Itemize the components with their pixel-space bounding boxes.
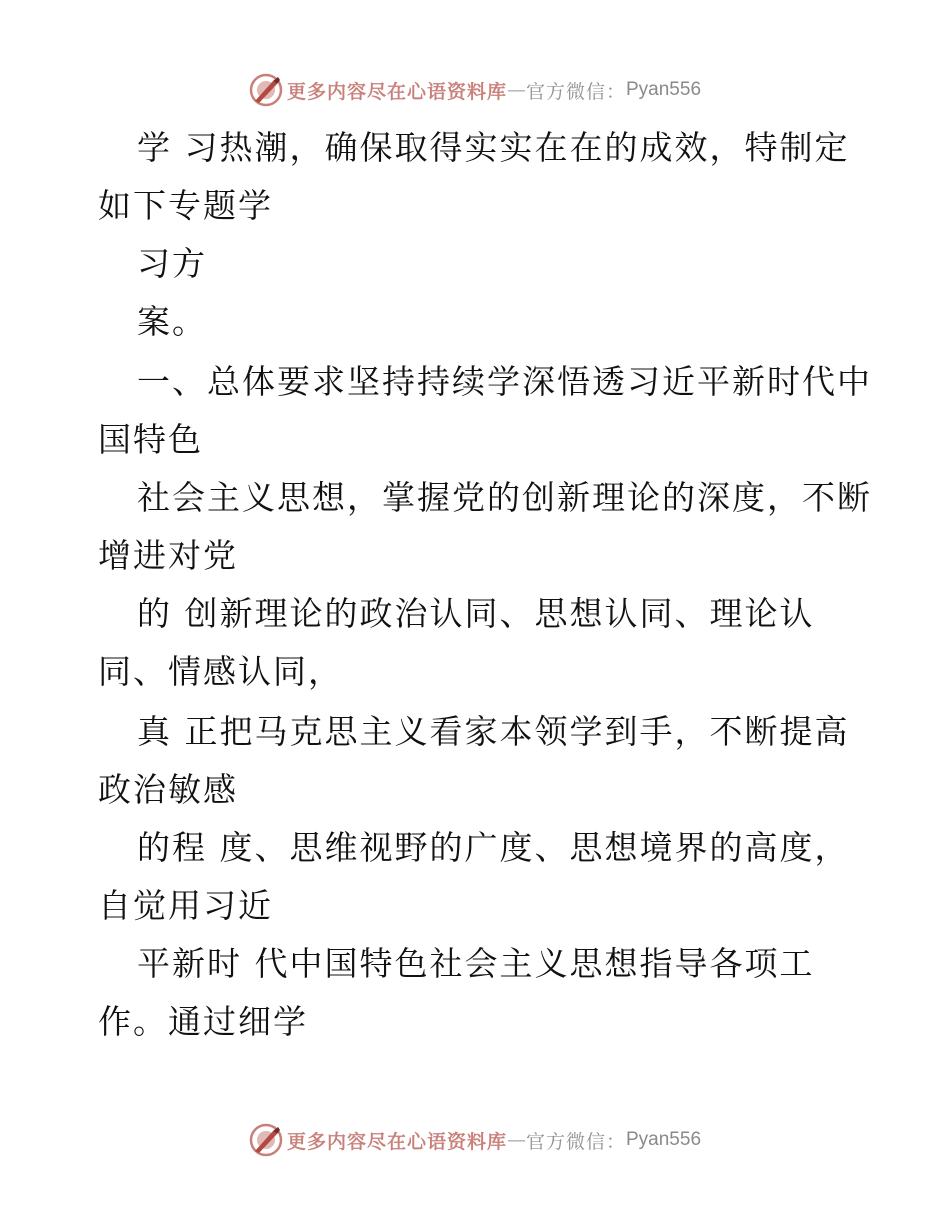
watermark-wechat-label: 官方微信： (525, 1130, 626, 1153)
text-line: 国特色 (98, 420, 203, 459)
watermark-text: 更多内容尽在心语资料库 (286, 80, 507, 103)
text-line: 的程 度、思维视野的广度、思想境界的高度， (137, 828, 850, 867)
text-line: 增进对党 (98, 536, 238, 575)
watermark-wechat-id: Pyan556 (626, 79, 702, 100)
text-line: 社会主义思想，掌握党的创新理论的深度，不断 (137, 478, 872, 517)
pen-logo-icon (249, 73, 283, 107)
text-line: 真 正把马克思主义看家本领学到手，不断提高 (137, 712, 850, 751)
text-line: 同、情感认同， (98, 652, 343, 691)
text-line: 政治敏感 (98, 770, 238, 809)
watermark-wechat-label: 官方微信： (525, 80, 626, 103)
header-watermark (0, 70, 950, 110)
watermark-wechat-id: Pyan556 (626, 1129, 702, 1150)
watermark-separator: — (506, 1129, 526, 1151)
watermark-separator: — (506, 79, 526, 101)
text-line: 习方 (137, 244, 207, 283)
text-line: 学 习热潮，确保取得实实在在的成效，特制定 (137, 128, 850, 167)
watermark-text: 更多内容尽在心语资料库 (286, 1130, 507, 1153)
text-line: 平新时 代中国特色社会主义思想指导各项工 (137, 944, 815, 983)
footer-watermark (0, 1120, 950, 1160)
text-line: 自觉用习近 (98, 886, 273, 925)
text-line: 如下专题学 (98, 186, 273, 225)
text-line: 作。通过细学 (98, 1002, 308, 1041)
text-line: 案。 (137, 302, 207, 341)
pen-logo-icon (249, 1123, 283, 1157)
text-line: 的 创新理论的政治认同、思想认同、理论认 (137, 594, 815, 633)
text-line: 一、总体要求坚持持续学深悟透习近平新时代中 (137, 362, 872, 401)
